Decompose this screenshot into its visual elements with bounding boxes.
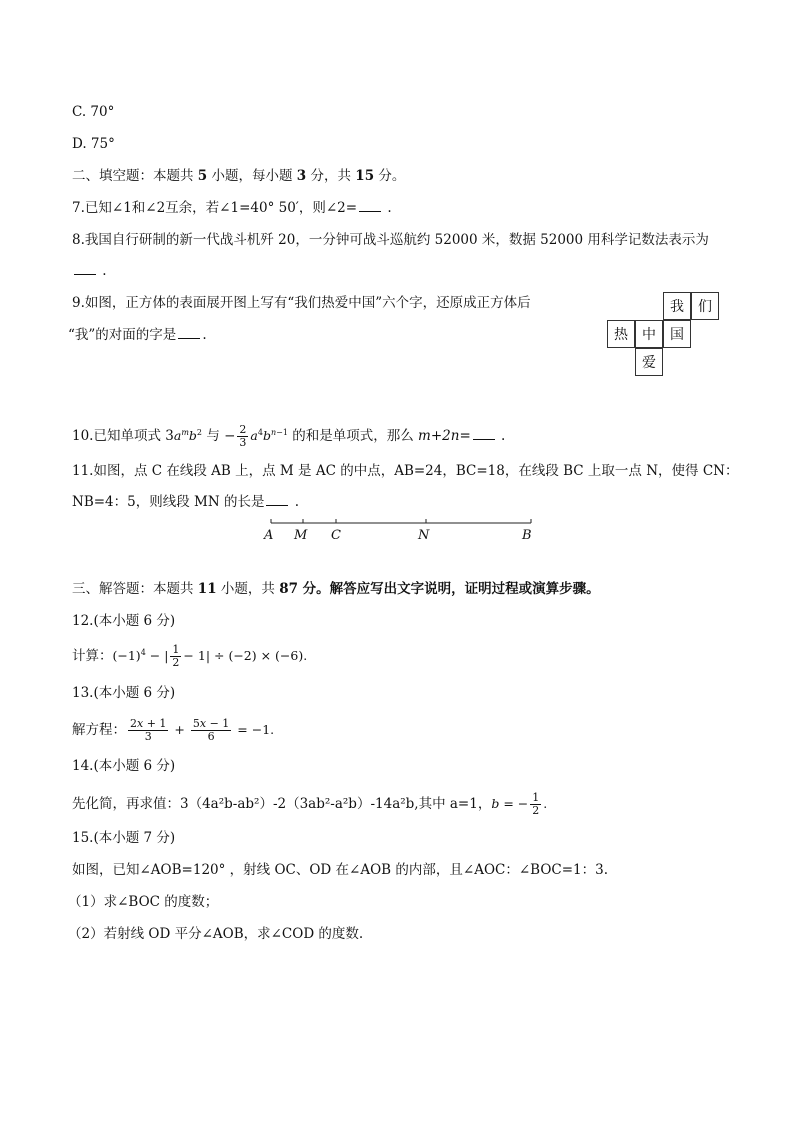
answer-blank: [359, 199, 381, 212]
question-9: 9.如图，正方体的表面展开图上写有“我们热爱中国”六个字，还原成正方体后: [72, 295, 531, 311]
question-15-part-1: （1）求∠BOC 的度数；: [68, 894, 219, 910]
question-7: 7.已知∠1和∠2互余，若∠1=40° 50′，则∠2= .: [72, 200, 392, 216]
question-10: 10.已知单项式 $3a^mb^2$ 与 − $\frac{2}{3}$ $a^4b^{n-1}$ 的和是单项式，那么 m+2n= .: [72, 423, 506, 450]
question-12-body: 计算：$(-1)^4$ − | $\frac{1}{2}$ − 1| ÷ (−2) × (−6).: [72, 643, 308, 670]
section-3-heading: 三、解答题：本题共 11 小题，共 87 分。解答应写出文字说明，证明过程或演算步骤。: [72, 581, 600, 597]
cube-face-zhong: 中: [635, 320, 663, 348]
monomial-2: $a^4b^{n-1}$: [250, 428, 288, 444]
option-d: D. 75°: [72, 136, 115, 152]
question-14-body: 先化简，再求值：3（4a²b-ab²）-2（3ab²-a²b）-14a²b,其中 a=1，b = − $\frac{1}{2}$ .: [72, 791, 548, 817]
question-14-heading: 14.(本小题 6 分): [72, 758, 176, 774]
question-15-body: 如图，已知∠AOB=120° ，射线 OC、OD 在∠AOB 的内部，且∠AOC：∠BOC=1：3.: [72, 862, 608, 878]
answer-blank: [178, 326, 200, 339]
cube-face-men: 们: [691, 292, 719, 320]
b-value: b = − $\frac{1}{2}$ .: [491, 791, 548, 817]
answer-blank: [473, 427, 495, 440]
question-9-line2: “我”的对面的字是 .: [68, 327, 207, 343]
point-b-label: B: [522, 528, 532, 543]
question-11: 11.如图，点 C 在线段 AB 上，点 M 是 AC 的中点，AB=24，BC=18，在线段 BC 上取一点 N，使得 CN：: [72, 463, 739, 479]
point-n-label: N: [418, 528, 430, 543]
answer-blank: [266, 493, 288, 506]
question-11-line2: NB=4：5，则线段 MN 的长是 .: [72, 494, 300, 510]
segment-ab-line: [0, 514, 794, 554]
equation-13: $\frac{2x + 1}{3}$ + $\frac{5x - 1}{6}$ = −1.: [130, 717, 275, 743]
question-15-part-2: （2）若射线 OD 平分∠AOB，求∠COD 的度数.: [68, 926, 364, 942]
section-2-heading: 二、填空题：本题共 5 小题，每小题 3 分，共 15 分。: [72, 168, 406, 184]
monomial-1: $a^mb^2$: [173, 428, 203, 444]
question-12-heading: 12.(本小题 6 分): [72, 613, 176, 629]
question-8: 8.我国自行研制的新一代战斗机歼 20，一分钟可战斗巡航约 52000 米，数据 52000 用科学记数法表示为: [72, 232, 709, 248]
cube-face-wo: 我: [663, 292, 691, 320]
point-a-label: A: [264, 528, 274, 543]
point-m-label: M: [294, 528, 308, 543]
question-13-body: 解方程： $\frac{2x + 1}{3}$ + $\frac{5x - 1}{6}$ = −1.: [72, 717, 275, 743]
question-13-heading: 13.(本小题 6 分): [72, 685, 176, 701]
question-15-heading: 15.(本小题 7 分): [72, 830, 176, 846]
expression-12: $(-1)^4$ − | $\frac{1}{2}$ − 1| ÷ (−2) × (−6).: [112, 643, 308, 670]
cube-face-re: 热: [607, 320, 635, 348]
question-8-answer-line: .: [72, 262, 107, 280]
point-c-label: C: [331, 528, 341, 543]
fraction-two-thirds: $\frac{2}{3}$: [239, 423, 247, 450]
cube-face-guo: 国: [663, 320, 691, 348]
answer-blank: [74, 262, 96, 275]
option-c: C. 70°: [72, 104, 115, 120]
cube-face-ai: 爱: [635, 348, 663, 376]
